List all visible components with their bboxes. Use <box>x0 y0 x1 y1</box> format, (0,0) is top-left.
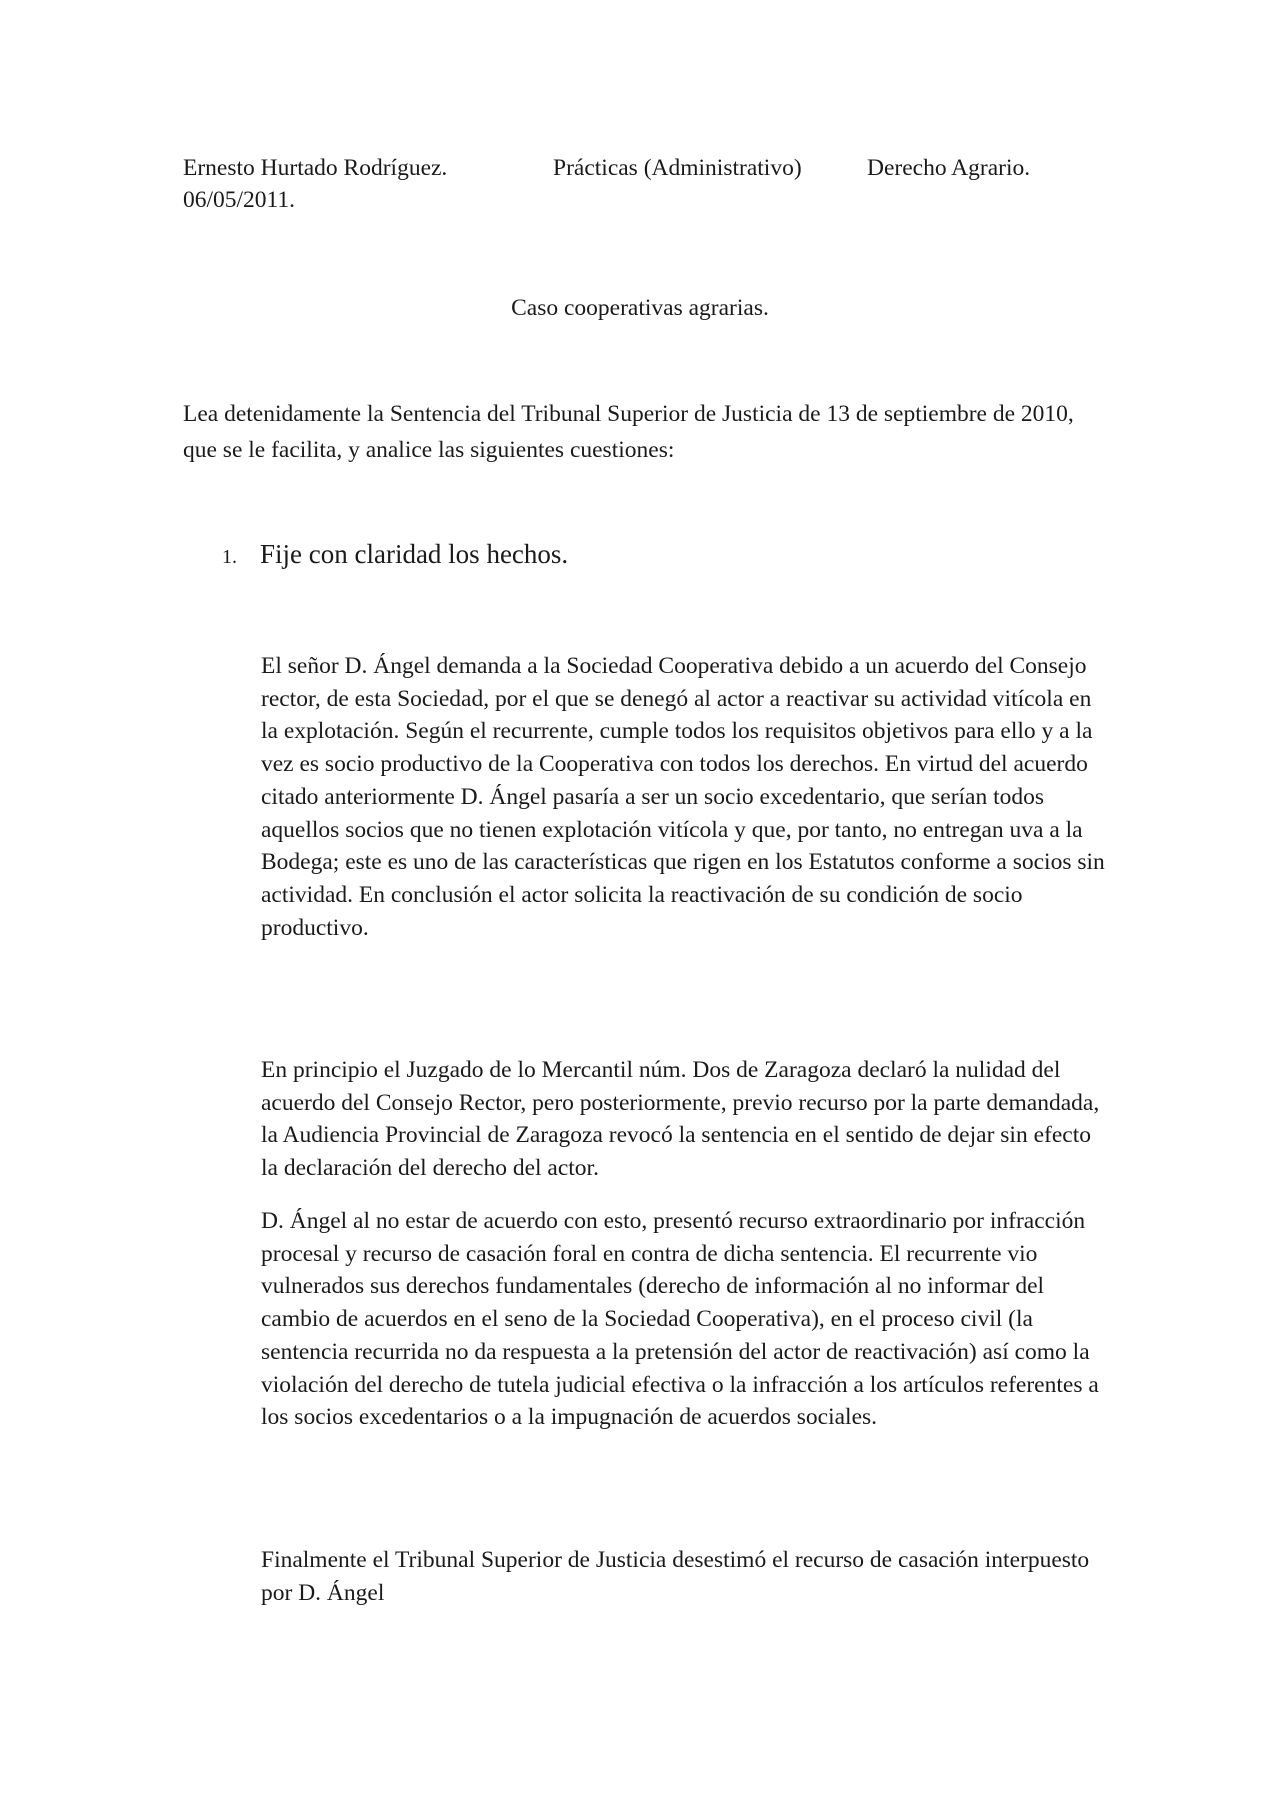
author-name: Ernesto Hurtado Rodríguez. <box>183 155 448 181</box>
document-title <box>0 292 1280 324</box>
title-text: Caso cooperativas agrarias. <box>511 295 769 321</box>
document-header <box>183 152 1103 216</box>
answer-paragraph-3: D. Ángel al no estar de acuerdo con esto, presentó recurso extraordinario por infracción procesal y recurso de casación foral en contra de dicha sentencia. El recurrente vio vulnerados sus derechos fundamentales (derecho de información al no informar del cambio de acuerdos en el seno de la Sociedad Cooperativa), en el proceso civil (la sentencia recurrida no da respuesta a la pretensión del actor de reactivación) así como la violación del derecho de tutela judicial efectiva o la infracción a los artículos referentes a los socios excedentarios o a la impugnación de acuerdos sociales. <box>261 1208 1099 1431</box>
course-name: Derecho Agrario. <box>867 155 1031 181</box>
question-item <box>222 536 568 575</box>
header-line <box>183 152 1103 184</box>
question-number: 1. <box>222 546 237 568</box>
subject-name: Prácticas (Administrativo) <box>553 155 802 181</box>
answer-paragraph-4: Finalmente el Tribunal Superior de Justicia desestimó el recurso de casación interpuesto por D. Ángel <box>261 1547 1090 1606</box>
document-date: 06/05/2011. <box>183 187 296 213</box>
answer-paragraph-1: El señor D. Ángel demanda a la Sociedad Cooperativa debido a un acuerdo del Consejo rector, de esta Sociedad, por el que se denegó al actor a reactivar su actividad vitícola en la explotación. Según el recurrente, cumple todos los requisitos objetivos para ello y a la vez es socio productivo de la Cooperativa con todos los derechos. En virtud del acuerdo citado anteriormente D. Ángel pasaría a ser un socio excedentario, que serían todos aquellos socios que no tienen explotación vitícola y que, por tanto, no entregan uva a la Bodega; este es uno de las características que rigen en los Estatutos conforme a socios sin actividad. En conclusión el actor solicita la reactivación de su condición de socio productivo. <box>261 653 1105 941</box>
intro-paragraph: Lea detenidamente la Sentencia del Tribunal Superior de Justicia de 13 de septiembre de 2010, que se le facilita, y analice las siguientes cuestiones: <box>183 401 1074 463</box>
question-text: Fije con claridad los hechos. <box>260 539 569 569</box>
header-date-line <box>183 184 1103 216</box>
answer-paragraph-2: En principio el Juzgado de lo Mercantil núm. Dos de Zaragoza declaró la nulidad del acuerdo del Consejo Rector, pero posteriormente, previo recurso por la parte demandada, la Audiencia Provincial de Zaragoza revocó la sentencia en el sentido de dejar sin efecto la declaración del derecho del actor. <box>261 1057 1100 1182</box>
